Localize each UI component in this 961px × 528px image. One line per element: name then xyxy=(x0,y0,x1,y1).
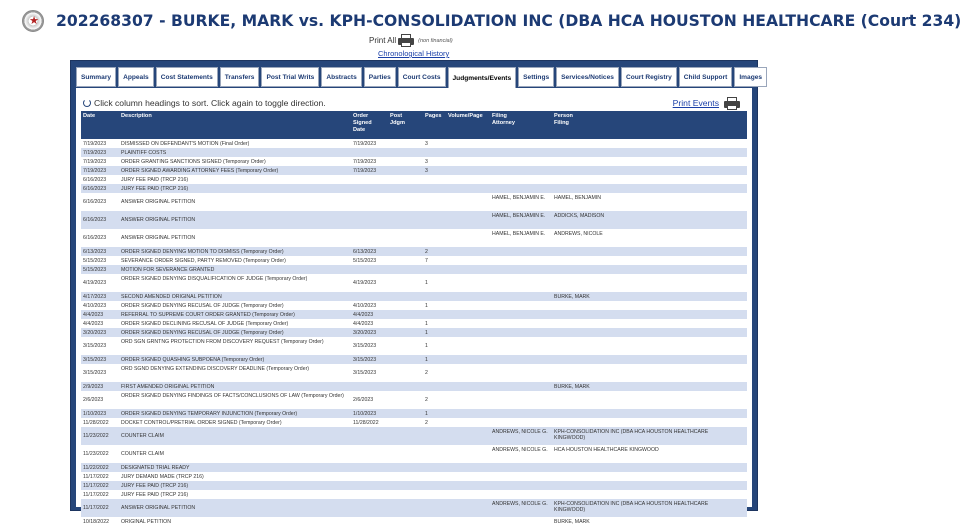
row-description: ORDER SIGNED QUASHING SUBPOENA (Temporary Order) xyxy=(121,356,265,363)
table-row xyxy=(81,490,747,499)
row-description: COUNTER CLAIM xyxy=(121,433,164,439)
row-date: 6/16/2023 xyxy=(83,235,107,241)
row-date: 11/23/2022 xyxy=(83,433,109,439)
row-person-filing: BURKE, MARK xyxy=(554,518,590,525)
table-row xyxy=(81,382,747,391)
row-filing-attorney: HAMEL, BENJAMIN E. xyxy=(492,194,546,201)
table-row xyxy=(81,427,747,445)
row-description: DOCKET CONTROL/PRETRIAL ORDER SIGNED (Temporary Order) xyxy=(121,419,282,426)
row-description: DESIGNATED TRIAL READY xyxy=(121,464,190,471)
refresh-icon xyxy=(83,99,91,107)
table-row xyxy=(81,157,747,166)
row-date: 7/19/2023 xyxy=(83,149,107,156)
table-row xyxy=(81,364,747,382)
row-date: 11/17/2022 xyxy=(83,491,109,498)
row-pages: 3 xyxy=(425,140,428,147)
row-filing-attorney: ANDREWS, NICOLE G. xyxy=(492,500,548,507)
tab-court-registry[interactable]: Court Registry xyxy=(621,67,677,87)
col-person-filing-header[interactable]: Person Filing xyxy=(554,113,573,126)
row-order-signed-date: 3/15/2023 xyxy=(353,356,377,363)
row-description: ORDER SIGNED DENYING DISQUALIFICATION OF JUDGE (Temporary Order) xyxy=(121,275,308,282)
row-order-signed-date: 7/19/2023 xyxy=(353,167,377,174)
row-description: ANSWER ORIGINAL PETITION xyxy=(121,217,196,223)
row-date: 11/17/2022 xyxy=(83,505,109,511)
row-pages: 1 xyxy=(425,343,428,349)
court-seal-icon xyxy=(22,10,44,32)
row-order-signed-date: 1/10/2023 xyxy=(353,410,377,417)
print-all-note: (non financial) xyxy=(418,37,453,44)
judgments-events-content xyxy=(76,88,752,525)
table-row xyxy=(81,184,747,193)
tab-images[interactable]: Images xyxy=(734,67,767,87)
row-description: JURY FEE PAID (TRCP 216) xyxy=(121,482,189,489)
row-filing-attorney: HAMEL, BENJAMIN E. xyxy=(492,212,546,219)
row-pages: 1 xyxy=(425,329,428,336)
row-pages: 1 xyxy=(425,320,428,327)
row-date: 3/15/2023 xyxy=(83,343,107,349)
row-date: 4/17/2023 xyxy=(83,293,107,300)
row-pages: 2 xyxy=(425,370,428,376)
row-description: ORDER GRANTING SANCTIONS SIGNED (Temporary Order) xyxy=(121,158,266,165)
tab-cost-statements[interactable]: Cost Statements xyxy=(156,67,218,87)
row-date: 4/19/2023 xyxy=(83,280,107,286)
table-row xyxy=(81,355,747,364)
row-description: SECOND AMENDED ORIGINAL PETITION xyxy=(121,293,222,300)
row-date: 3/15/2023 xyxy=(83,370,107,376)
row-description: ORDER SIGNED AWARDING ATTORNEY FEES (Temporary Order) xyxy=(121,167,279,174)
col-date-header[interactable]: Date xyxy=(83,113,96,119)
tab-summary[interactable]: Summary xyxy=(76,67,116,87)
row-date: 4/4/2023 xyxy=(83,311,104,318)
table-row xyxy=(81,409,747,418)
table-row xyxy=(81,274,747,292)
row-description: ORDER SIGNED DENYING RECUSAL OF JUDGE (Temporary Order) xyxy=(121,302,284,309)
tab-appeals[interactable]: Appeals xyxy=(118,67,154,87)
row-pages: 2 xyxy=(425,397,428,403)
row-description: ORDER SIGNED DENYING FINDINGS OF FACTS/CONCLUSIONS OF LAW (Temporary Order) xyxy=(121,392,344,399)
table-row xyxy=(81,229,747,247)
tab-post-trial-writs[interactable]: Post Trial Writs xyxy=(261,67,319,87)
row-person-filing: ADDICKS, MADISON xyxy=(554,212,605,219)
row-date: 6/16/2023 xyxy=(83,199,107,205)
row-description: ORDER SIGNED DENYING TEMPORARY INJUNCTION (Temporary Order) xyxy=(121,410,298,417)
row-order-signed-date: 4/4/2023 xyxy=(353,320,374,327)
row-person-filing: ANDREWS, NICOLE xyxy=(554,230,603,237)
row-order-signed-date: 7/19/2023 xyxy=(353,158,377,165)
row-date: 11/22/2022 xyxy=(83,464,109,471)
tab-settings[interactable]: Settings xyxy=(518,67,554,87)
row-order-signed-date: 6/13/2023 xyxy=(353,248,377,255)
tab-child-support[interactable]: Child Support xyxy=(679,67,733,87)
print-events-link[interactable]: Print Events xyxy=(672,98,719,108)
table-row xyxy=(81,472,747,481)
row-order-signed-date: 3/15/2023 xyxy=(353,370,377,376)
row-order-signed-date: 3/15/2023 xyxy=(353,343,377,349)
row-date: 11/17/2022 xyxy=(83,473,109,480)
table-row xyxy=(81,445,747,463)
row-pages: 1 xyxy=(425,280,428,286)
print-all-label: Print All xyxy=(369,36,397,45)
row-order-signed-date: 4/4/2023 xyxy=(353,311,374,318)
case-title: 202268307 - BURKE, MARK vs. KPH-CONSOLIDATION INC (DBA HCA HOUSTON HEALTHCARE (Court 234) xyxy=(56,12,961,30)
row-filing-attorney: ANDREWS, NICOLE G. xyxy=(492,428,548,435)
row-date: 5/15/2023 xyxy=(83,257,107,264)
row-date: 2/6/2023 xyxy=(83,397,104,403)
row-date: 1/10/2023 xyxy=(83,410,107,417)
table-row xyxy=(81,337,747,355)
row-date: 5/15/2023 xyxy=(83,266,107,273)
row-description: FIRST AMENDED ORIGINAL PETITION xyxy=(121,383,215,390)
row-pages: 2 xyxy=(425,248,428,255)
row-description: JURY DEMAND MADE (TRCP 216) xyxy=(121,473,204,480)
col-order-signed-header[interactable]: Order Signed Date xyxy=(353,113,372,133)
row-date: 4/10/2023 xyxy=(83,302,107,309)
row-date: 6/13/2023 xyxy=(83,248,107,255)
row-order-signed-date: 11/28/2022 xyxy=(353,419,379,426)
table-row xyxy=(81,148,747,157)
col-filing-attorney-header[interactable]: Filing Attorney xyxy=(492,113,515,126)
row-date: 6/16/2023 xyxy=(83,185,107,192)
row-person-filing: KPH-CONSOLIDATION INC (DBA HCA HOUSTON HEALTHCARE KINGWOOD) xyxy=(554,428,709,441)
row-description: ORIGINAL PETITION xyxy=(121,518,171,525)
col-pages-header[interactable]: Pages xyxy=(425,113,442,119)
table-header xyxy=(81,111,747,139)
table-row xyxy=(81,211,747,229)
table-row xyxy=(81,301,747,310)
row-person-filing: BURKE, MARK xyxy=(554,383,590,390)
row-description: ORD SGN GRNTNG PROTECTION FROM DISCOVERY REQUEST (Temporary Order) xyxy=(121,338,324,345)
row-date: 2/9/2023 xyxy=(83,383,104,390)
row-description: ORDER SIGNED DENYING RECUSAL OF JUDGE (Temporary Order) xyxy=(121,329,284,336)
row-date: 6/16/2023 xyxy=(83,176,107,183)
row-description: ORDER SIGNED DENYING MOTION TO DISMISS (Temporary Order) xyxy=(121,248,284,255)
events-table xyxy=(81,111,747,526)
row-description: JURY FEE PAID (TRCP 216) xyxy=(121,491,189,498)
table-row xyxy=(81,247,747,256)
sort-hint-text: Click column headings to sort. Click again to toggle direction. xyxy=(94,98,326,108)
table-row xyxy=(81,391,747,409)
row-description: DISMISSED ON DEFENDANT'S MOTION (Final Order) xyxy=(121,140,250,147)
row-person-filing: KPH-CONSOLIDATION INC (DBA HCA HOUSTON HEALTHCARE KINGWOOD) xyxy=(554,500,709,513)
row-description: JURY FEE PAID (TRCP 216) xyxy=(121,185,189,192)
row-description: PLAINTIFF COSTS xyxy=(121,149,167,156)
row-date: 7/19/2023 xyxy=(83,167,107,174)
row-date: 7/19/2023 xyxy=(83,140,107,147)
row-filing-attorney: HAMEL, BENJAMIN E. xyxy=(492,230,546,237)
tab-services-notices[interactable]: Services/Notices xyxy=(556,67,619,87)
table-row xyxy=(81,256,747,265)
printer-icon[interactable] xyxy=(398,34,414,47)
row-order-signed-date: 4/19/2023 xyxy=(353,280,377,286)
row-description: MOTION FOR SEVERANCE GRANTED xyxy=(121,266,215,273)
row-date: 7/19/2023 xyxy=(83,158,107,165)
row-pages: 2 xyxy=(425,419,428,426)
row-description: ORDER SIGNED DECLINING RECUSAL OF JUDGE (Temporary Order) xyxy=(121,320,289,327)
col-description-header[interactable]: Description xyxy=(121,113,152,119)
row-order-signed-date: 2/6/2023 xyxy=(353,397,374,403)
row-date: 11/23/2022 xyxy=(83,451,109,457)
row-pages: 1 xyxy=(425,410,428,417)
row-person-filing: HAMEL, BENJAMIN xyxy=(554,194,601,201)
row-person-filing: HCA HOUSTON HEALTHCARE KINGWOOD xyxy=(554,446,659,453)
row-description: COUNTER CLAIM xyxy=(121,451,164,457)
table-body xyxy=(81,139,747,526)
row-description: ANSWER ORIGINAL PETITION xyxy=(121,505,196,511)
header xyxy=(22,8,961,34)
col-volume-page-header[interactable]: Volume/Page xyxy=(448,113,483,119)
row-description: ANSWER ORIGINAL PETITION xyxy=(121,235,196,241)
table-row xyxy=(81,139,747,148)
table-row xyxy=(81,499,747,517)
row-date: 3/20/2023 xyxy=(83,329,107,336)
row-date: 6/16/2023 xyxy=(83,217,107,223)
table-row xyxy=(81,292,747,301)
table-row xyxy=(81,463,747,472)
table-row xyxy=(81,310,747,319)
chronological-history-link[interactable]: Chronological History xyxy=(378,49,450,58)
tab-abstracts[interactable]: Abstracts xyxy=(321,67,361,87)
table-row xyxy=(81,319,747,328)
case-panel xyxy=(70,60,763,525)
col-post-jdgm-header[interactable]: Post Jdgm xyxy=(390,113,405,126)
print-events-printer-icon[interactable] xyxy=(724,97,740,110)
row-pages: 7 xyxy=(425,257,428,264)
tab-parties[interactable]: Parties xyxy=(364,67,396,87)
row-date: 11/17/2022 xyxy=(83,482,109,489)
table-row xyxy=(81,175,747,184)
tab-judgments-events[interactable]: Judgments/Events xyxy=(448,67,517,89)
row-description: REFERRAL TO SUPREME COURT ORDER GRANTED (Temporary Order) xyxy=(121,311,295,318)
row-description: ANSWER ORIGINAL PETITION xyxy=(121,199,196,205)
row-person-filing: BURKE, MARK xyxy=(554,293,590,300)
row-description: ORD SGND DENYING EXTENDING DISCOVERY DEADLINE (Temporary Order) xyxy=(121,365,310,372)
row-description: JURY FEE PAID (TRCP 216) xyxy=(121,176,189,183)
print-all[interactable] xyxy=(369,34,453,47)
row-order-signed-date: 3/20/2023 xyxy=(353,329,377,336)
row-order-signed-date: 5/15/2023 xyxy=(353,257,377,264)
sort-hint xyxy=(83,98,326,108)
row-date: 4/4/2023 xyxy=(83,320,104,327)
row-pages: 3 xyxy=(425,158,428,165)
tab-bar xyxy=(76,67,767,89)
row-pages: 1 xyxy=(425,356,428,363)
row-pages: 1 xyxy=(425,302,428,309)
table-row xyxy=(81,265,747,274)
row-date: 3/15/2023 xyxy=(83,356,107,363)
row-order-signed-date: 4/10/2023 xyxy=(353,302,377,309)
table-row xyxy=(81,328,747,337)
row-description: SEVERANCE ORDER SIGNED, PARTY REMOVED (Temporary Order) xyxy=(121,257,286,264)
table-row xyxy=(81,418,747,427)
row-filing-attorney: ANDREWS, NICOLE G. xyxy=(492,446,548,453)
tab-court-costs[interactable]: Court Costs xyxy=(398,67,446,87)
table-row xyxy=(81,166,747,175)
tab-transfers[interactable]: Transfers xyxy=(220,67,260,87)
table-row xyxy=(81,193,747,211)
row-date: 11/28/2022 xyxy=(83,419,109,426)
table-row xyxy=(81,517,747,526)
row-date: 10/18/2022 xyxy=(83,518,109,525)
row-pages: 3 xyxy=(425,167,428,174)
table-row xyxy=(81,481,747,490)
row-order-signed-date: 7/19/2023 xyxy=(353,140,377,147)
